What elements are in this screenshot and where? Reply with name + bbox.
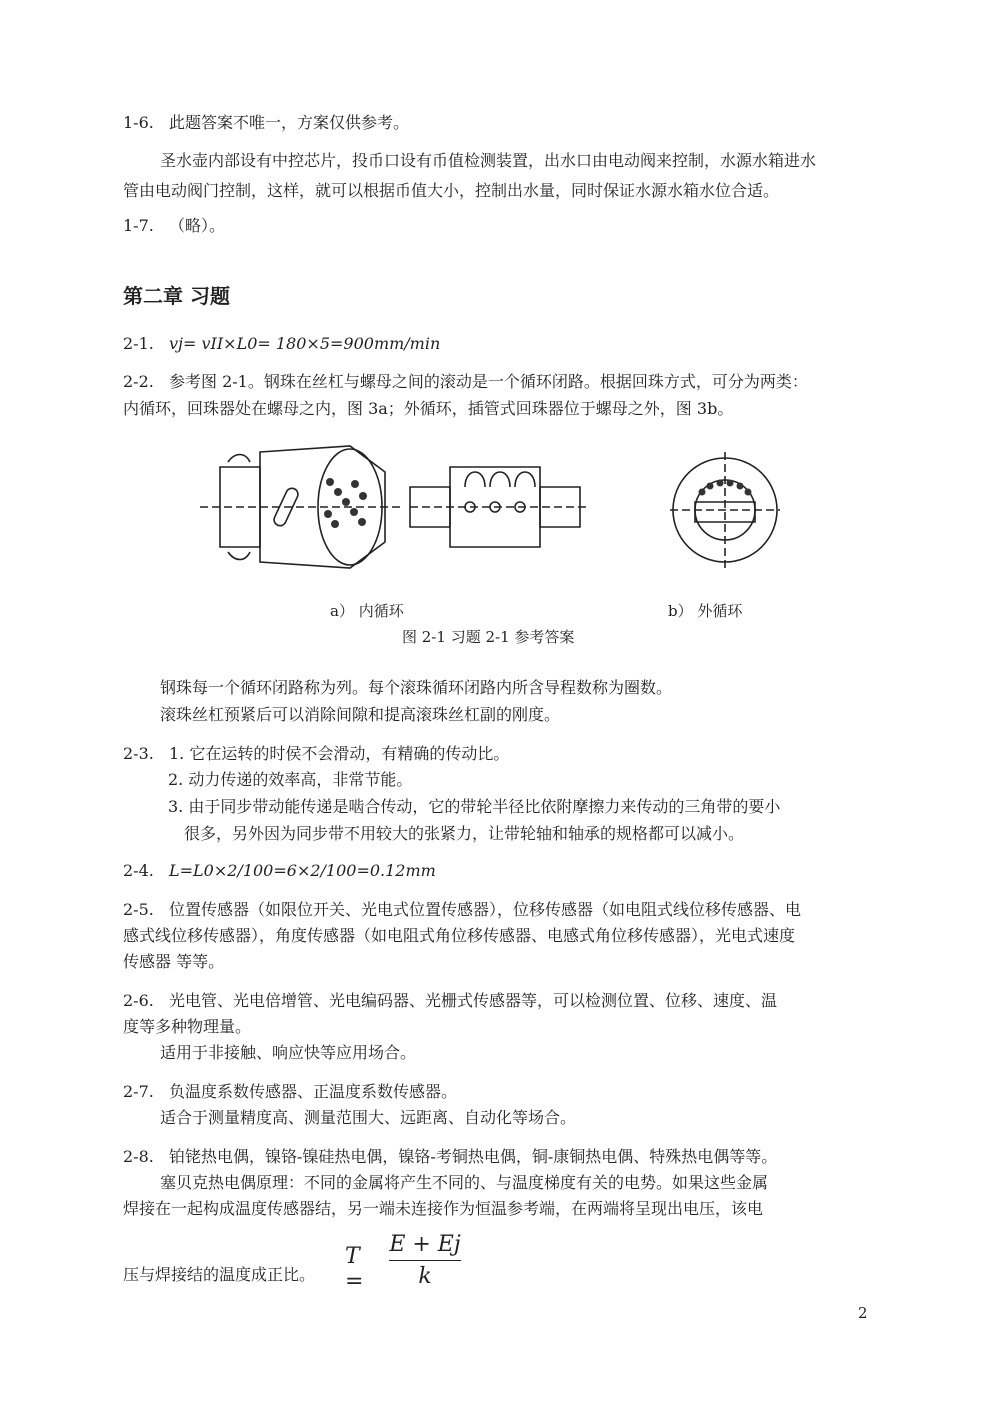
formula-lhs: T = [345, 1244, 364, 1294]
figure-label-a: a） 内循环 [330, 602, 404, 620]
paragraph-1-6: 1-6. 此题答案不唯一，方案仅供参考。 [123, 113, 410, 132]
page-number: 2 [858, 1304, 868, 1322]
paragraph-1-7: 1-7. （略）。 [123, 216, 226, 235]
figure-caption: 图 2-1 习题 2-1 参考答案 [402, 628, 575, 646]
internal-circulation-drawing [200, 446, 400, 568]
formula-numerator: E + Ej [389, 1232, 461, 1257]
paragraph-2-5-line3: 传感器 等等。 [123, 952, 225, 971]
paragraph-2-3-item1: 2-3. 1. 它在运转的时侯不会滑动，有精确的传动比。 [123, 744, 510, 763]
paragraph-1-6-body-line2: 管由电动阀门控制，这样，就可以根据币值大小，控制出水量，同时保证水源水箱水位合适。 [123, 181, 780, 200]
paragraph-2-5-line1: 2-5. 位置传感器（如限位开关、光电式位置传感器），位移传感器（如电阻式线位移传感器、电 [123, 900, 802, 919]
paragraph-2-7-line1: 2-7. 负温度系数传感器、正温度系数传感器。 [123, 1082, 458, 1101]
paragraph-2-2-line2: 内循环，回珠器处在螺母之内，图 3a；外循环，插管式回珠器位于螺母之外，图 3b。 [123, 399, 734, 418]
paragraph-2-3-item3-cont: 很多，另外因为同步带不用较大的张紧力，让带轮轴和轴承的规格都可以减小。 [184, 824, 745, 843]
paragraph-2-6-line2: 度等多种物理量。 [123, 1017, 252, 1036]
paragraph-2-2-after-line1: 钢珠每一个循环闭路称为列。每个滚珠循环闭路内所含导程数称为圈数。 [160, 678, 673, 697]
paragraph-2-5-line2: 感式线位移传感器），角度传感器（如电阻式角位移传感器、电感式角位移传感器），光电式速度 [123, 926, 796, 945]
paragraph-2-8-line3: 焊接在一起构成温度传感器结，另一端未连接作为恒温参考端，在两端将呈现出电压，该电 [123, 1199, 764, 1218]
paragraph-2-6-line1: 2-6. 光电管、光电倍增管、光电编码器、光栅式传感器等，可以检测位置、位移、速度、温 [123, 991, 778, 1010]
paragraph-2-3-item2: 2. 动力传递的效率高，非常节能。 [168, 770, 413, 789]
paragraph-2-1: 2-1. vj= vII×L0= 180×5=900mm/min [123, 334, 441, 353]
paragraph-1-6-body-line1: 圣水壶内部设有中控芯片，投币口设有币值检测装置，出水口由电动阀来控制，水源水箱进水 [160, 151, 817, 170]
paragraph-2-8-line1: 2-8. 铂铑热电偶，镍铬-镍硅热电偶，镍铬-考铜热电偶，铜-康铜热电偶、特殊热电偶等等。 [123, 1147, 778, 1166]
paragraph-2-3-item3: 3. 由于同步带动能传递是啮合传动，它的带轮半径比依附摩擦力来传动的三角带的要小 [168, 797, 781, 816]
fraction-bar [389, 1260, 461, 1261]
paragraph-2-2-line1: 2-2. 参考图 2-1。钢珠在丝杠与螺母之间的滚动是一个循环闭路。根据回珠方式，可分为两类： [123, 372, 808, 391]
paragraph-2-4: 2-4. L=L0×2/100=6×2/100=0.12mm [123, 861, 436, 880]
external-circulation-drawing [410, 467, 590, 547]
paragraph-2-2-after-line2: 滚珠丝杠预紧后可以消除间隙和提高滚珠丝杠副的刚度。 [160, 705, 561, 724]
paragraph-2-8-line2: 塞贝克热电偶原理：不同的金属将产生不同的、与温度梯度有关的电势。如果这些金属 [160, 1173, 769, 1192]
figure-label-b: b） 外循环 [668, 602, 743, 620]
chapter-title: 第二章 习题 [123, 284, 230, 308]
paragraph-2-7-line2: 适合于测量精度高、测量范围大、远距离、自动化等场合。 [160, 1108, 577, 1127]
paragraph-2-6-line3: 适用于非接触、响应快等应用场合。 [160, 1043, 417, 1062]
cross-section-drawing [670, 452, 780, 572]
formula-denominator: k [418, 1264, 432, 1289]
ball-screw-figure [200, 432, 790, 582]
paragraph-2-8-line4: 压与焊接结的温度成正比。 [123, 1265, 316, 1284]
